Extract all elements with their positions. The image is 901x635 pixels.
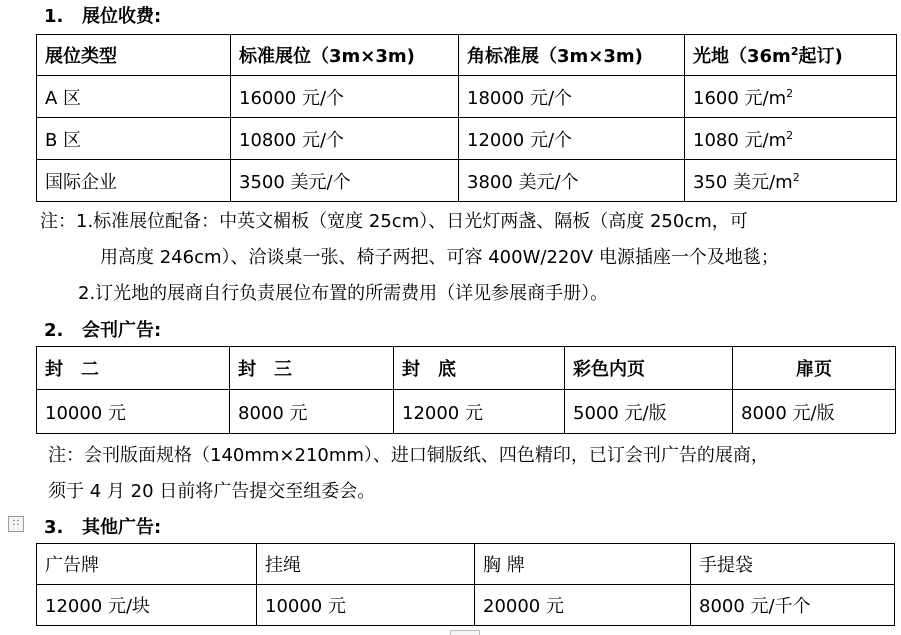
- cell-price: 8000 元: [230, 390, 394, 434]
- header-raw-space: 光地（$36m^2$起订): [685, 35, 897, 76]
- section1-heading: [44, 6, 161, 28]
- cell-price: 12000 元: [394, 390, 565, 434]
- booth-fee-header-row: [37, 35, 897, 76]
- cell-land: 350 美元$/m^2$: [685, 160, 897, 202]
- section2-note-line1: 注：会刊版面规格（140mm×210mm）、进口铜版纸、四色精印，已订会刊广告的展商，: [48, 445, 769, 466]
- table-row: [37, 76, 897, 118]
- cell-price: 8000 元/千个: [691, 585, 895, 626]
- booth-fee-table: [36, 34, 897, 202]
- cell-corner: 3800 美元/个: [459, 160, 685, 202]
- section3-number: 3.: [44, 517, 64, 538]
- catalog-ad-header-row: [37, 347, 896, 390]
- header-inside-back-cover: 封 三: [230, 347, 394, 390]
- header-corner-booth: 角标准展（3m×3m): [459, 35, 685, 76]
- header-standard-booth: 标准展位（3m×3m): [231, 35, 459, 76]
- other-ad-table: [36, 543, 895, 626]
- header-back-cover: 封 底: [394, 347, 565, 390]
- cell-standard: 10800 元/个: [231, 118, 459, 160]
- section3-heading: [44, 517, 161, 539]
- section3-title: 其他广告:: [82, 517, 162, 538]
- section1-note-line3: 2.订光地的展商自行负责展位布置的所需费用（详见参展商手册）。: [78, 283, 609, 304]
- header-booth-type: 展位类型: [37, 35, 231, 76]
- section1-note-line1: 注：1.标准展位配备：中英文楣板（宽度 25cm）、日光灯两盏、隔板（高度 250cm，可: [40, 211, 748, 232]
- table-row: [37, 390, 896, 434]
- cell-type: A 区: [37, 76, 231, 118]
- cell-price: 8000 元/版: [733, 390, 896, 434]
- cell-corner: 12000 元/个: [459, 118, 685, 160]
- cell-corner: 18000 元/个: [459, 76, 685, 118]
- header-tote-bag: 手提袋: [691, 544, 895, 585]
- section2-number: 2.: [44, 320, 64, 341]
- cell-price: 10000 元: [257, 585, 475, 626]
- section1-title: 展位收费:: [82, 6, 162, 27]
- cell-type: B 区: [37, 118, 231, 160]
- cell-land: 1600 元$/m^2$: [685, 76, 897, 118]
- header-billboard: 广告牌: [37, 544, 257, 585]
- cell-type: 国际企业: [37, 160, 231, 202]
- section1-note-line2: 用高度 246cm）、洽谈桌一张、椅子两把、可容 400W/220V 电源插座一个及地毯；: [100, 247, 779, 268]
- cell-price: 12000 元/块: [37, 585, 257, 626]
- cell-price: 20000 元: [475, 585, 691, 626]
- table-row: [37, 118, 897, 160]
- cell-standard: 16000 元/个: [231, 76, 459, 118]
- section2-note-line2: 须于 4 月 20 日前将广告提交至组委会。: [48, 481, 376, 502]
- table-move-handle-icon[interactable]: ∷: [8, 516, 24, 532]
- header-inside-front-cover: 封 二: [37, 347, 230, 390]
- section2-title: 会刊广告:: [82, 320, 162, 341]
- header-color-inner-page: 彩色内页: [565, 347, 733, 390]
- cell-price: 10000 元: [37, 390, 230, 434]
- cell-land: 1080 元$/m^2$: [685, 118, 897, 160]
- catalog-ad-table: [36, 346, 896, 434]
- header-badge: 胸 牌: [475, 544, 691, 585]
- other-ad-header-row: [37, 544, 895, 585]
- table-row: [37, 585, 895, 626]
- scroll-handle[interactable]: [450, 630, 480, 635]
- section2-heading: [44, 320, 161, 342]
- section1-number: 1.: [44, 6, 64, 27]
- header-title-page: 扉页: [733, 347, 896, 390]
- header-lanyard: 挂绳: [257, 544, 475, 585]
- cell-price: 5000 元/版: [565, 390, 733, 434]
- cell-standard: 3500 美元/个: [231, 160, 459, 202]
- table-row: [37, 160, 897, 202]
